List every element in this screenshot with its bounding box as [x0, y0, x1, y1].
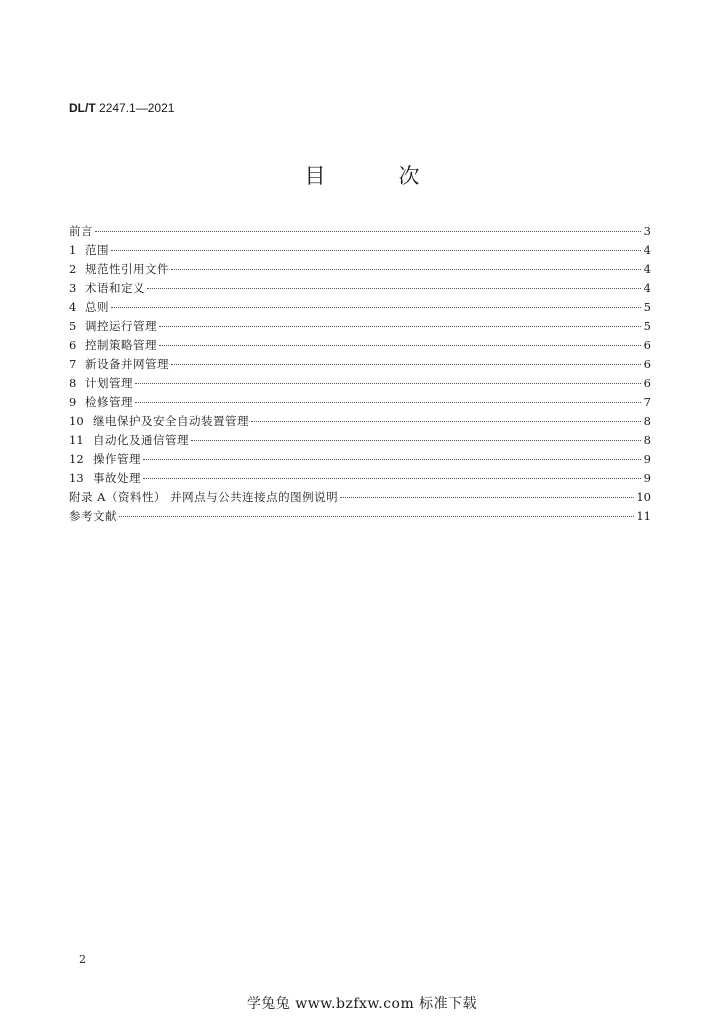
- toc-entry-number: 4: [69, 300, 77, 314]
- toc-leader-dots: [111, 250, 641, 251]
- toc-entry-number: 12: [69, 452, 84, 466]
- standard-number: 2247.1—2021: [99, 101, 175, 115]
- toc-entry-page: 8: [643, 414, 651, 428]
- toc-leader-dots: [143, 478, 641, 479]
- toc-entry-number: 5: [69, 319, 77, 333]
- toc-entry-number: 8: [69, 376, 77, 390]
- toc-entry-label: 新设备并网管理: [85, 357, 169, 371]
- toc-leader-dots: [159, 326, 641, 327]
- toc-entry[interactable]: [69, 317, 651, 336]
- table-of-contents: [69, 222, 651, 526]
- toc-entry-label: 附录 A（资料性） 并网点与公共连接点的图例说明: [69, 490, 339, 504]
- toc-entry-label: 术语和定义: [85, 281, 145, 295]
- toc-entry-number: 3: [69, 281, 77, 295]
- toc-entry-page: 4: [643, 243, 651, 257]
- toc-leader-dots: [171, 269, 641, 270]
- toc-entry-label: 范围: [85, 243, 109, 257]
- toc-entry-page: 5: [643, 300, 651, 314]
- toc-entry-label: 参考文献: [69, 509, 117, 523]
- toc-leader-dots: [171, 364, 641, 365]
- toc-entry[interactable]: [69, 279, 651, 298]
- toc-entry[interactable]: [69, 336, 651, 355]
- toc-entry-page: 6: [643, 338, 651, 352]
- toc-title: 目 次: [304, 164, 446, 188]
- toc-leader-dots: [135, 402, 641, 403]
- toc-leader-dots: [191, 440, 641, 441]
- toc-entry-number: 7: [69, 357, 77, 371]
- toc-entry-number: 1: [69, 243, 77, 257]
- toc-entry-page: 10: [636, 490, 651, 504]
- toc-entry-label: 前言: [69, 224, 93, 238]
- toc-entry-number: 10: [69, 414, 84, 428]
- toc-entry-page: 8: [643, 433, 651, 447]
- toc-entry[interactable]: [69, 450, 651, 469]
- toc-leader-dots: [119, 516, 634, 517]
- toc-leader-dots: [147, 288, 641, 289]
- toc-entry-label: 继电保护及安全自动装置管理: [93, 414, 249, 428]
- toc-entry-number: 13: [69, 471, 84, 485]
- toc-leader-dots: [340, 497, 634, 498]
- toc-entry[interactable]: [69, 374, 651, 393]
- toc-entry[interactable]: [69, 222, 651, 241]
- toc-entry[interactable]: [69, 260, 651, 279]
- toc-entry[interactable]: [69, 431, 651, 450]
- toc-entry-label: 控制策略管理: [85, 338, 157, 352]
- toc-entry-label: 操作管理: [93, 452, 141, 466]
- toc-leader-dots: [95, 231, 641, 232]
- toc-entry-page: 5: [643, 319, 651, 333]
- toc-entry-page: 9: [643, 471, 651, 485]
- toc-entry[interactable]: [69, 469, 651, 488]
- toc-entry-page: 9: [643, 452, 651, 466]
- toc-leader-dots: [159, 345, 641, 346]
- toc-entry-label: 事故处理: [93, 471, 141, 485]
- toc-entry-label: 自动化及通信管理: [93, 433, 189, 447]
- page-number: 2: [79, 953, 86, 966]
- toc-entry-number: 11: [69, 433, 84, 447]
- toc-leader-dots: [111, 307, 641, 308]
- toc-entry-label: 调控运行管理: [85, 319, 157, 333]
- toc-entry-number: 2: [69, 262, 77, 276]
- toc-leader-dots: [143, 459, 641, 460]
- toc-entry-page: 4: [643, 281, 651, 295]
- standard-code: [69, 101, 174, 115]
- toc-entry-page: 11: [636, 509, 651, 523]
- toc-entry-page: 4: [643, 262, 651, 276]
- toc-leader-dots: [135, 383, 641, 384]
- toc-leader-dots: [251, 421, 641, 422]
- toc-entry-label: 计划管理: [85, 376, 133, 390]
- toc-entry[interactable]: [69, 241, 651, 260]
- toc-entry[interactable]: [69, 488, 651, 507]
- toc-entry-page: 3: [643, 224, 651, 238]
- toc-entry[interactable]: [69, 298, 651, 317]
- toc-entry-page: 6: [643, 376, 651, 390]
- toc-entry-page: 7: [643, 395, 651, 409]
- toc-entry[interactable]: [69, 507, 651, 526]
- toc-entry-label: 检修管理: [85, 395, 133, 409]
- toc-entry-number: 9: [69, 395, 77, 409]
- standard-prefix: DL/T: [69, 101, 96, 115]
- toc-entry[interactable]: [69, 355, 651, 374]
- toc-entry[interactable]: [69, 393, 651, 412]
- toc-entry[interactable]: [69, 412, 651, 431]
- footer-watermark: 学兔兔 www.bzfxw.com 标准下载: [246, 996, 478, 1012]
- toc-entry-label: 规范性引用文件: [85, 262, 169, 276]
- toc-entry-number: 6: [69, 338, 77, 352]
- toc-entry-page: 6: [643, 357, 651, 371]
- toc-entry-label: 总则: [85, 300, 109, 314]
